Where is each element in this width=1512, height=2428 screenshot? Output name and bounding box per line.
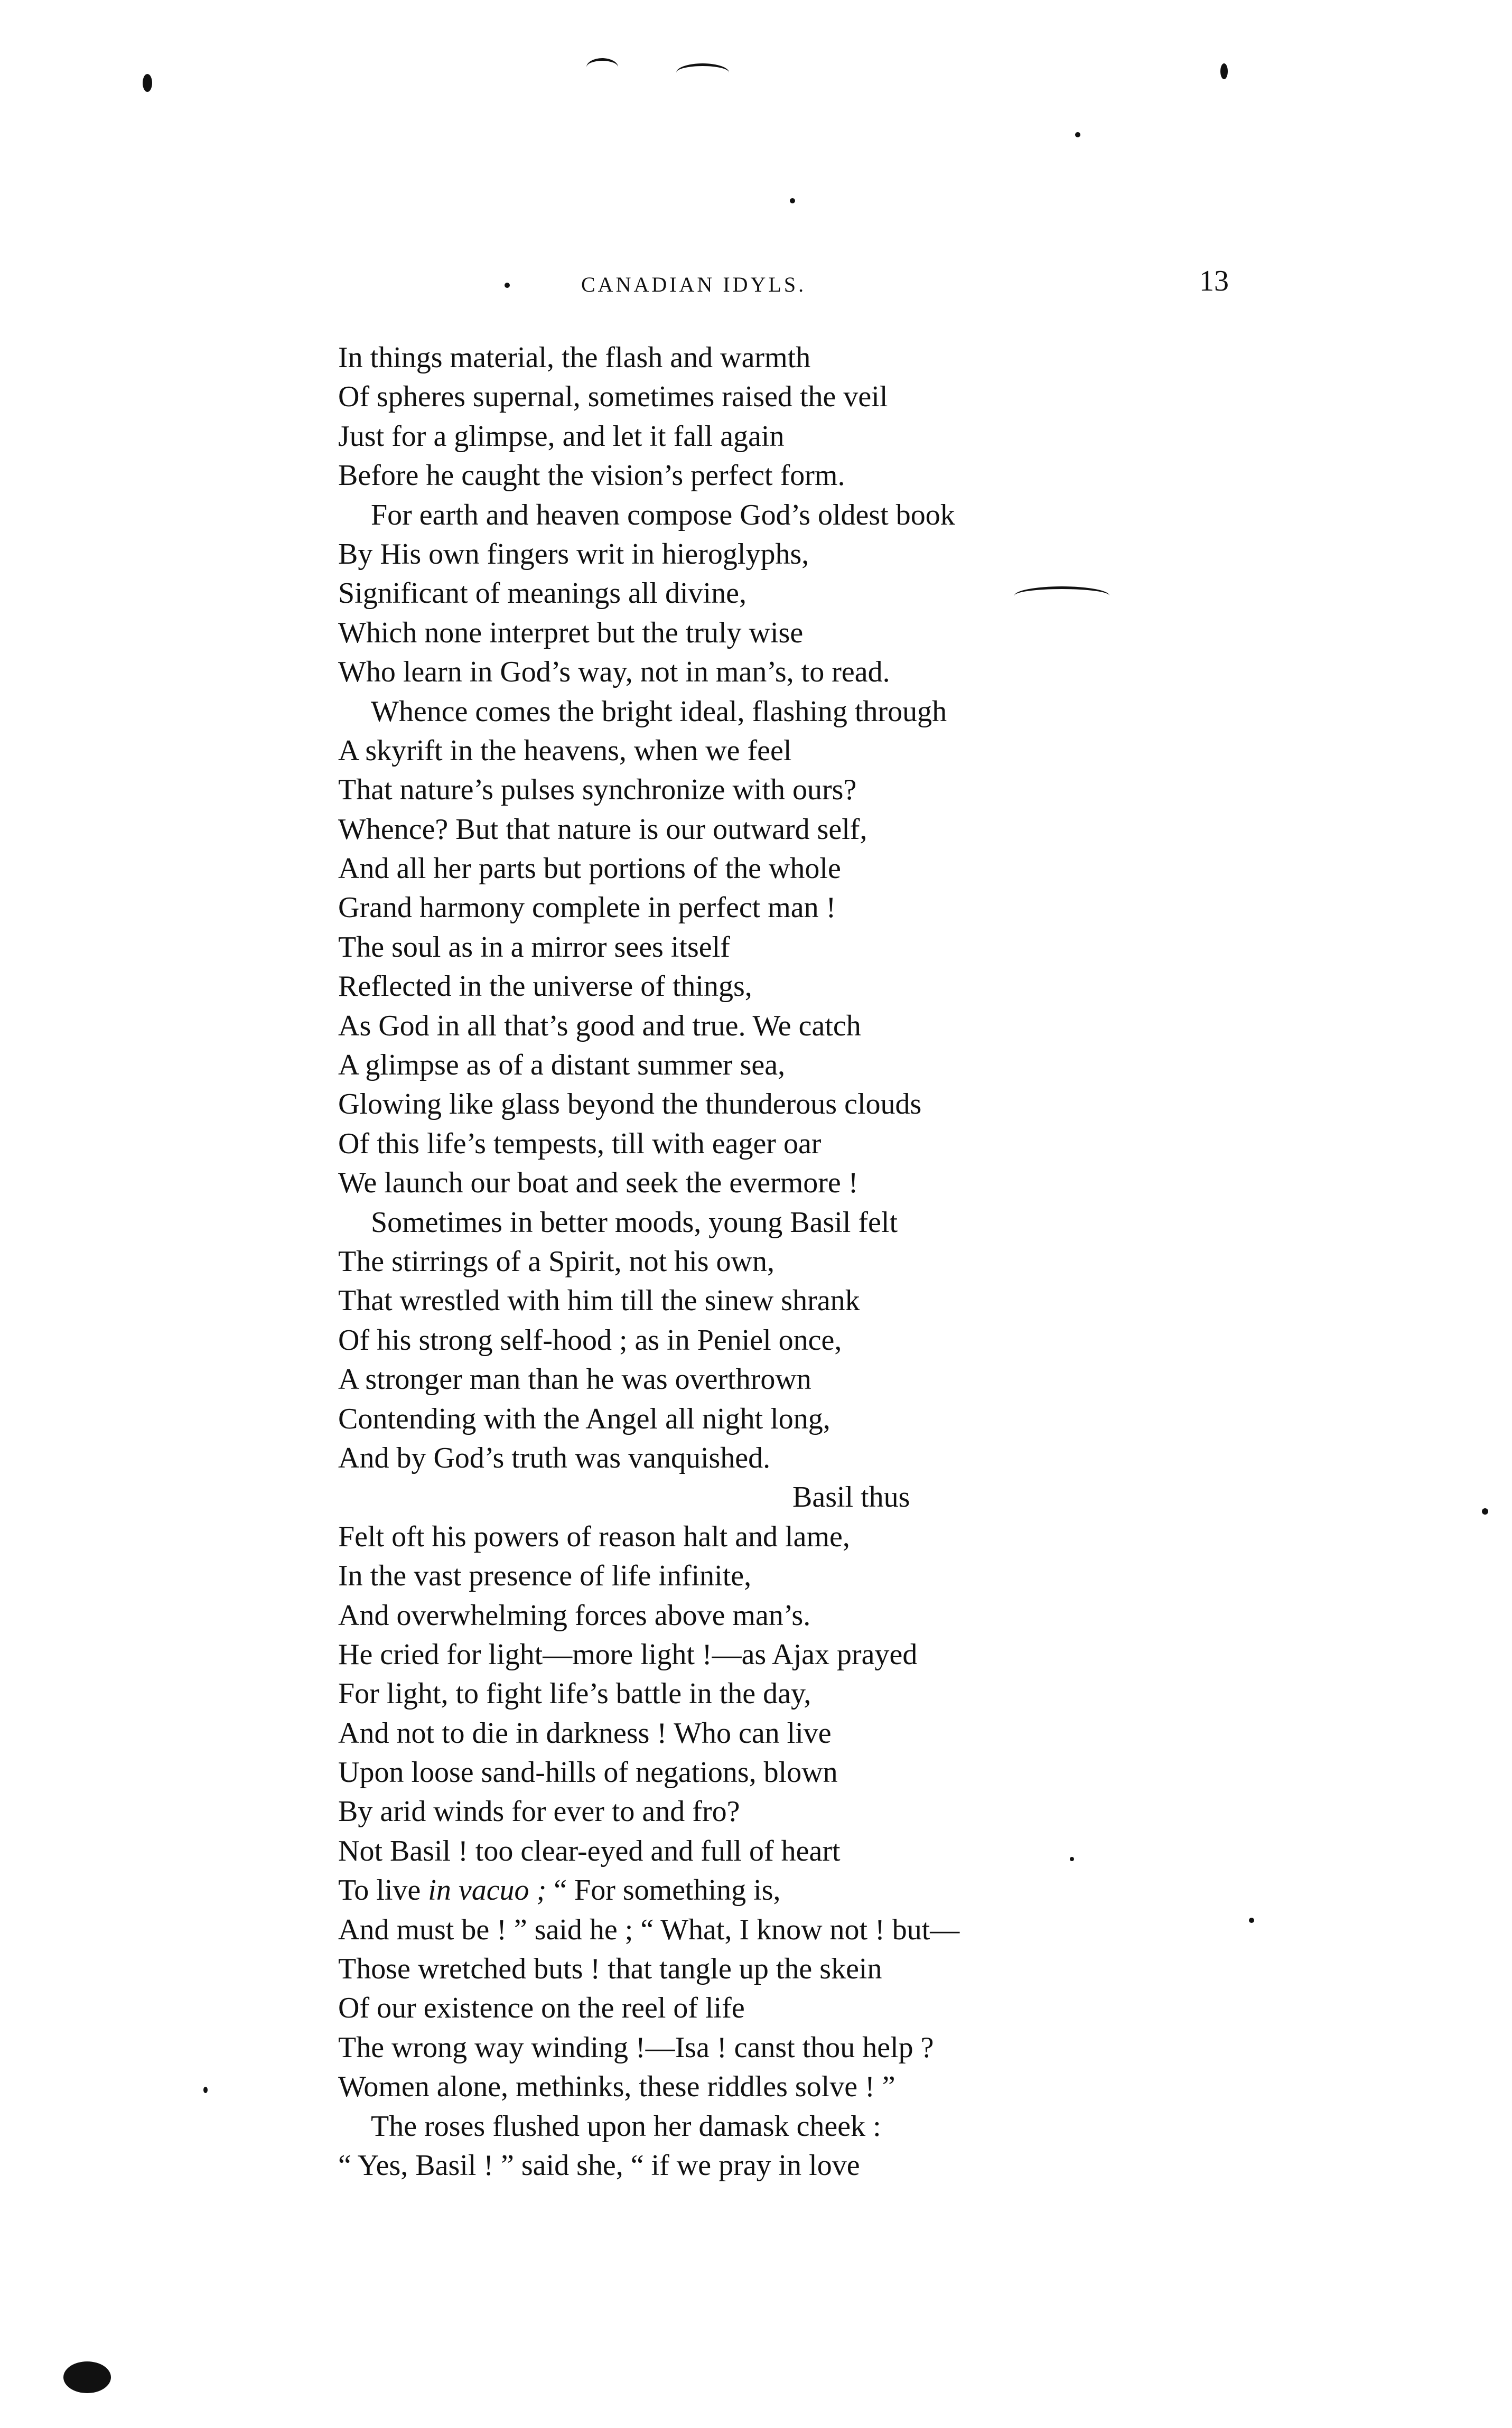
scan-speck bbox=[1070, 1857, 1074, 1861]
poem-line: Reflected in the universe of things, bbox=[338, 970, 752, 1003]
running-title: CANADIAN IDYLS. bbox=[581, 273, 807, 296]
scan-speck bbox=[1482, 1508, 1488, 1515]
poem-line-text: “ For something is, bbox=[546, 1874, 781, 1907]
poem-line: Grand harmony complete in perfect man ! bbox=[338, 891, 836, 924]
poem-line: By His own fingers writ in hieroglyphs, bbox=[338, 537, 809, 571]
poem-line: Who learn in God’s way, not in man’s, to read. bbox=[338, 656, 890, 689]
poem-line: For earth and heaven compose God’s oldest book bbox=[371, 498, 955, 531]
poem-line: The roses flushed upon her damask cheek : bbox=[371, 2109, 881, 2143]
scan-speck bbox=[1075, 132, 1080, 137]
poem-line: Those wretched buts ! that tangle up the skein bbox=[338, 1953, 882, 1986]
scan-speck bbox=[505, 283, 510, 288]
poem-line: Before he caught the vision’s perfect form. bbox=[338, 459, 845, 492]
poem-line: Glowing like glass beyond the thunderous clouds bbox=[338, 1088, 922, 1121]
scan-speck bbox=[1220, 63, 1228, 79]
poem-line: And by God’s truth was vanquished. bbox=[338, 1441, 771, 1474]
page-number: 13 bbox=[1199, 265, 1229, 297]
poem-line: Of our existence on the reel of life bbox=[338, 1992, 745, 2025]
poem-line: Which none interpret but the truly wise bbox=[338, 616, 804, 649]
poem-line bbox=[338, 1871, 1131, 1910]
poem-line-text: To live bbox=[338, 1874, 428, 1907]
poem-line: We launch our boat and seek the evermore ! bbox=[338, 1166, 858, 1200]
scan-speck bbox=[203, 2087, 208, 2093]
poem-line: And not to die in darkness ! Who can live bbox=[338, 1716, 832, 1750]
poem-line: In the vast presence of life infinite, bbox=[338, 1559, 752, 1593]
poem-line: Not Basil ! too clear-eyed and full of heart bbox=[338, 1834, 841, 1867]
poem-body bbox=[338, 338, 1131, 2185]
poem-line: Whence comes the bright ideal, flashing through bbox=[371, 695, 947, 728]
poem-line: Of his strong self-hood ; as in Peniel once, bbox=[338, 1323, 842, 1357]
poem-line: Of this life’s tempests, till with eager oar bbox=[338, 1127, 822, 1160]
scan-speck bbox=[143, 74, 152, 92]
poem-line: Just for a glimpse, and let it fall again bbox=[338, 419, 785, 453]
poem-line: Felt oft his powers of reason halt and lame, bbox=[338, 1520, 850, 1553]
poem-line-italic: in vacuo ; bbox=[428, 1874, 547, 1907]
poem-line: The stirrings of a Spirit, not his own, bbox=[338, 1245, 774, 1278]
poem-line: Whence? But that nature is our outward self, bbox=[338, 813, 867, 846]
poem-line: As God in all that’s good and true. We catch bbox=[338, 1009, 861, 1042]
poem-line: Upon loose sand-hills of negations, blown bbox=[338, 1756, 838, 1789]
poem-line: The wrong way winding !—Isa ! canst thou help ? bbox=[338, 2031, 934, 2064]
poem-line: For light, to fight life’s battle in the day, bbox=[338, 1677, 811, 1711]
poem-line: A glimpse as of a distant summer sea, bbox=[338, 1049, 786, 1082]
poem-line: “ Yes, Basil ! ” said she, “ if we pray in love bbox=[338, 2149, 860, 2182]
poem-line: And must be ! ” said he ; “ What, I know not ! but— bbox=[338, 1913, 960, 1946]
poem-line: And overwhelming forces above man’s. bbox=[338, 1599, 811, 1632]
poem-line: By arid winds for ever to and fro? bbox=[338, 1795, 740, 1828]
poem-line: The soul as in a mirror sees itself bbox=[338, 930, 730, 964]
poem-line: That nature’s pulses synchronize with ours? bbox=[338, 773, 857, 807]
poem-line: In things material, the flash and warmth bbox=[338, 341, 811, 374]
poem-line: A skyrift in the heavens, when we feel bbox=[338, 734, 792, 767]
poem-line: That wrestled with him till the sinew shrank bbox=[338, 1284, 860, 1318]
poem-line: Basil thus bbox=[792, 1481, 910, 1514]
scan-mark bbox=[586, 58, 618, 77]
poem-line: And all her parts but portions of the whole bbox=[338, 852, 841, 885]
poem-line: Contending with the Angel all night long, bbox=[338, 1402, 830, 1435]
poem-line: Sometimes in better moods, young Basil felt bbox=[371, 1206, 898, 1239]
poem-line: Significant of meanings all divine, bbox=[338, 577, 746, 610]
scan-speck bbox=[63, 2361, 111, 2393]
scan-speck bbox=[790, 198, 795, 203]
poem-line: Women alone, methinks, these riddles solve ! ” bbox=[338, 2070, 895, 2104]
scan-mark bbox=[676, 63, 729, 82]
scan-mark bbox=[1014, 586, 1109, 605]
poem-line: Of spheres supernal, sometimes raised the veil bbox=[338, 380, 888, 414]
poem-line: A stronger man than he was overthrown bbox=[338, 1363, 811, 1396]
poem-line: He cried for light—more light !—as Ajax prayed bbox=[338, 1638, 918, 1671]
scan-speck bbox=[1249, 1918, 1254, 1923]
